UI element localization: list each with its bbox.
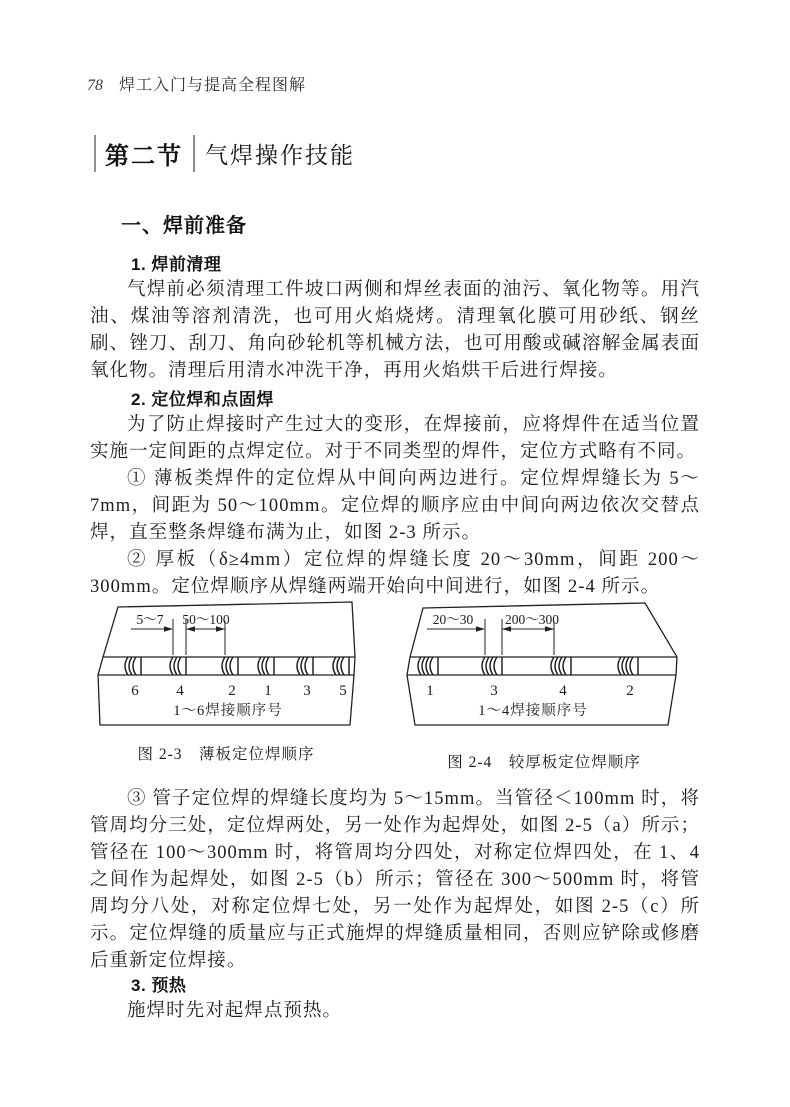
figure-2-3-drawing [95,598,357,738]
dim-spacing-label: 200～300 [505,612,559,627]
dim-weld-length-label: 20～30 [432,612,474,627]
sequence-range-label: 1～6焊接顺序号 [173,703,283,719]
figure-2-3-caption: 图 2-3 薄板定位焊顺序 [137,746,315,763]
svg-text:3: 3 [490,683,498,699]
dim-spacing-label: 50～100 [182,612,230,627]
svg-text:4: 4 [176,683,184,699]
item-heading-1: 1. 焊前清理 [131,255,222,274]
paragraph-preheat: 施焊时先对起焊点预热。 [127,1001,343,1021]
paragraph-cleaning: 气焊前必须清理工件坡口两侧和焊丝表面的油污、氧化物等。用汽油、煤油等溶剂清洗，也可用火焰烧烤。清理氧化膜可用砂纸、钢丝刷、锉刀、刮刀、角向砂轮机等机械方法，也可用酸或碱溶解金属表面氧化物。清理后用清水冲洗干净，再用火焰烘干后进行焊接。 [90,280,700,381]
svg-text:2: 2 [228,683,236,699]
section-divider-bar [193,135,195,172]
paragraph-tackweld-intro: 为了防止焊接时产生过大的变形，在焊接前，应将焊件在适当位置实施一定间距的点焊定位。对于不同类型的焊件，定位方式略有不同。 [90,415,700,462]
figure-2-4-drawing [405,598,683,738]
svg-text:1: 1 [264,683,272,699]
figure-2-4-caption: 图 2-4 较厚板定位焊顺序 [447,754,641,771]
sequence-range-label: 1～4焊接顺序号 [478,703,588,719]
item-heading-2: 2. 定位焊和点固焊 [131,390,274,409]
section-title: 气焊操作技能 [205,141,355,168]
paragraph-pipe-tackweld: ③ 管子定位焊的焊缝长度均为 5～15mm。当管径＜100mm 时，将管周均分三处，定位焊两处，另一处作为起焊处，如图 2-5（a）所示；管径在 100～300mm 时，将管周均分四处，对称定位焊四处，在 1、4 之间作为起焊处，如图 2-5（b）所示；管径在 300～500mm 时，将管周均分八处，对称定位焊七处，另一处作为起焊处，如图 2-5（c）所示。定位焊缝的质量应与正式施焊的焊缝质量相同，否则应铲除或修磨后重新定位焊接。 [90,789,700,971]
subsection-heading: 一、焊前准备 [121,215,247,237]
svg-text:1: 1 [426,683,434,699]
section-heading [94,130,355,176]
section-label: 第二节 [105,142,183,170]
figure-2-4 [405,598,683,772]
section-left-bar [94,135,96,172]
page-number: 78 [87,77,103,94]
svg-text:2: 2 [626,683,634,699]
page-header [87,72,306,95]
paragraph-thick-plate: ② 厚板（δ≥4mm）定位焊的焊缝长度 20～30mm，间距 200～300mm。定位焊顺序从焊缝两端开始向中间进行，如图 2-4 所示。 [90,550,700,597]
figure-2-3 [95,598,357,772]
dim-weld-length-label: 5～7 [136,612,164,627]
svg-text:6: 6 [131,683,139,699]
paragraph-thin-plate: ① 薄板类焊件的定位焊从中间向两边进行。定位焊焊缝长为 5～7mm，间距为 50～100mm。定位焊的顺序应由中间向两边依次交替点焊，直至整条焊缝布满为止，如图 2-3 所示。 [90,469,700,543]
figures-row [95,598,683,772]
book-title: 焊工入门与提高全程图解 [119,77,307,94]
item-heading-3: 3. 预热 [131,976,187,995]
svg-text:5: 5 [339,683,347,699]
svg-text:4: 4 [559,683,567,699]
svg-text:3: 3 [303,683,311,699]
